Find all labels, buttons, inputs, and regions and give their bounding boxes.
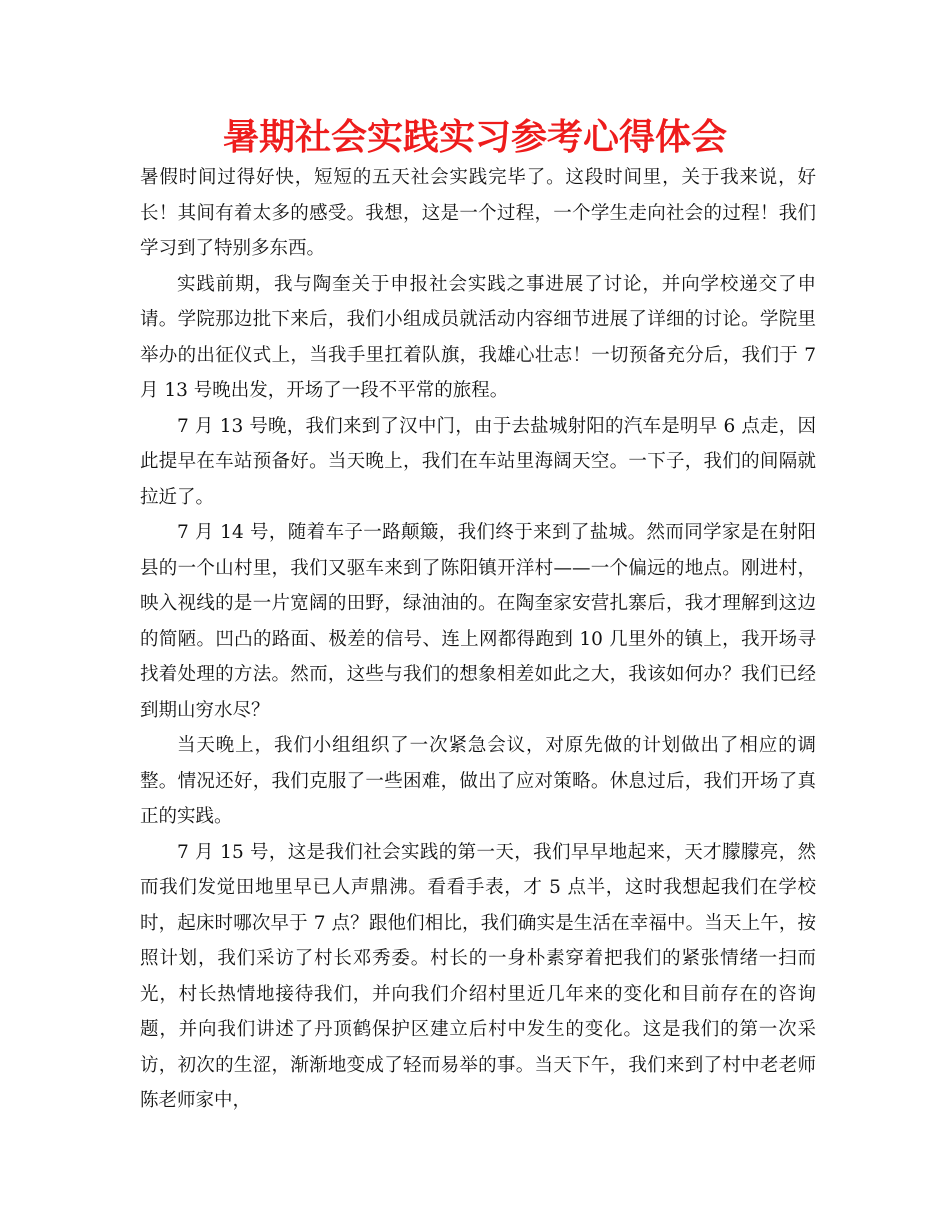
paragraph-4: 7 月 14 号，随着车子一路颠簸，我们终于来到了盐城。然而同学家是在射阳县的一个山村里，我们又驱车来到了陈阳镇开洋村——一个偏远的地点。刚进村，映入视线的是一片宽阔的田野，绿油油的。在陶奎家安营扎寨后，我才理解到这边的简陋。凹凸的路面、极差的信号、连上网都得跑到 10 几里外的镇上，我开场寻找着处理的方法。然而，这些与我们的想象相差如此之大，我该如何办？我们已经到期山穷水尽？ — [140, 522, 816, 721]
document-body — [140, 160, 816, 1119]
paragraph-5: 当天晚上，我们小组组织了一次紧急会议，对原先做的计划做出了相应的调整。情况还好，我们克服了一些困难，做出了应对策略。休息过后，我们开场了真正的实践。 — [140, 735, 816, 827]
paragraph-6: 7 月 15 号，这是我们社会实践的第一天，我们早早地起来，天才朦朦亮，然而我们发觉田地里早已人声鼎沸。看看手表，才 5 点半，这时我想起我们在学校时，起床时哪次早于 7 点？跟他们相比，我们确实是生活在幸福中。当天上午，按照计划，我们采访了村长邓秀委。村长的一身朴素穿着把我们的紧张情绪一扫而光，村长热情地接待我们，并向我们介绍村里近几年来的变化和目前存在的咨询题，并向我们讲述了丹顶鹤保护区建立后村中发生的变化。这是我们的第一次采访，初次的生涩，渐渐地变成了轻而易举的事。当天下午，我们来到了村中老老师陈老师家中， — [140, 841, 816, 1111]
document-title: 暑期社会实践实习参考心得体会 — [222, 117, 727, 158]
paragraph-1: 暑假时间过得好快，短短的五天社会实践完毕了。这段时间里，关于我来说，好长！其间有着太多的感受。我想，这是一个过程，一个学生走向社会的过程！我们学习到了特别多东西。 — [140, 167, 816, 259]
paragraph-3: 7 月 13 号晚，我们来到了汉中门，由于去盐城射阳的汽车是明早 6 点走，因此提早在车站预备好。当天晚上，我们在车站里海阔天空。一下子，我们的间隔就拉近了。 — [140, 415, 816, 508]
paragraph-2: 实践前期，我与陶奎关于申报社会实践之事进展了讨论，并向学校递交了申请。学院那边批下来后，我们小组成员就活动内容细节进展了详细的讨论。学院里举办的出征仪式上，当我手里扛着队旗，我雄心壮志！一切预备充分后，我们于 7 月 13 号晚出发，开场了一段不平常的旅程。 — [140, 273, 816, 401]
